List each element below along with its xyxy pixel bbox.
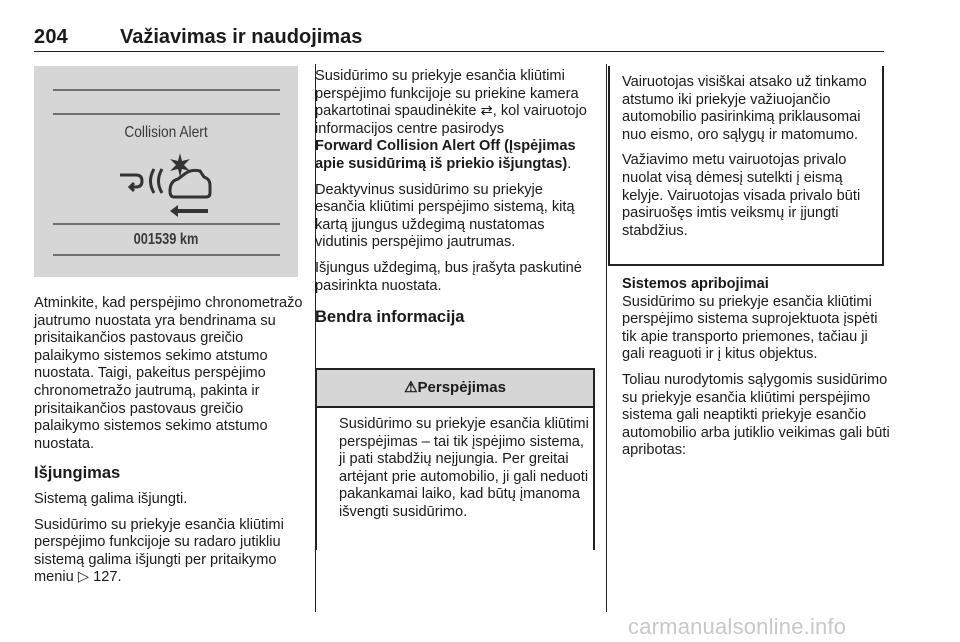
col1-p3-text: Susidūrimo su priekyje esančia kliūtimi perspėjimo funkcijoje su radaro jutikliu sistemą galima išjungti per pritaikymo meniu [34,516,284,586]
col3-heading: Sistemos apribojimai [622,276,769,292]
steering-button-icon: ⇄ [480,103,493,120]
collision-alert-figure [34,66,298,277]
column-divider-2 [606,64,607,612]
warning-title: Perspėjimas [417,379,506,396]
page-ref-arrow-icon: ▷ [77,569,90,586]
watermark: carmanualsonline.info [628,614,847,639]
note-paragraph-1: Vairuotojas visiškai atsako už tinkamo atstumo iki priekyje važiuojančio automobilio pasirinkimą priklausomai nuo eismo, oro sąlygų ir matomumo. [622,74,867,143]
header-divider [34,51,884,52]
col1-paragraph-1: Atminkite, kad perspėjimo chronometražo jautrumo nuostata yra bendrinama su prisitaikančios pastovaus greičio palaikymo sistemos sekimo atstumo nuostata. Taigi, pakeitus perspėjimo chronometražo jautrumą, pakinta ir prisitaikančios pastovaus greičio palaikymo sistemos sekimo atstumo nuostata. [34,295,303,452]
figure-line-top [53,89,280,91]
col1-heading: Išjungimas [34,464,121,483]
column-3 [622,276,890,468]
col2-paragraph-3: Išjungus uždegimą, bus įrašyta paskutinė pasirinkta nuostata. [315,259,582,294]
col2-heading: Bendra informacija [315,308,465,327]
page-number: 204 [34,26,68,48]
collision-alert-icon [112,151,222,223]
warning-triangle-icon: ⚠ [404,379,418,396]
col1-p3-ref[interactable]: 127. [93,569,122,586]
col2-p1-mid: , kol vairuotojo informacijos centre pasirodys [315,103,587,137]
col2-p1-bold: Forward Collision Alert Off (Įspėjimas apie susidūrimą iš priekio išjungtas) [315,138,576,172]
col3-paragraph-2: Toliau nurodytomis sąlygomis susidūrimo su priekyje esančia kliūtimi perspėjimo sistema gali neaptikti priekyje esančio automobilio arba jutiklio veikimas gali būti apribotas: [622,371,890,459]
col3-paragraph-1: Susidūrimo su priekyje esančia kliūtimi perspėjimo sistema suprojektuota įspėti tik apie transporto priemones, tačiau ji gali reaguoti ir į kitus objektus. [622,293,878,363]
col2-paragraph-2: Deaktyvinus susidūrimo su priekyje esančia kliūtimi perspėjimo sistemą, kitą kartą įjungus uždegimą nustatomas vidutinis perspėjimo jautrumas. [315,181,575,251]
note-body [622,74,882,248]
col2-paragraph-1 [315,68,595,174]
warning-box [315,368,595,550]
column-1 [34,295,306,595]
note-paragraph-2: Važiavimo metu vairuotojas privalo nuolat visą dėmesį sutelkti į eismą kelyje. Vairuotojas visada privalo būti pasiruošęs imtis veiksmų ir įjungti stabdžius. [622,152,861,239]
col1-paragraph-3 [34,517,306,587]
figure-line-lower [53,223,280,225]
col1-paragraph-2: Sistemą galima išjungti. [34,490,188,507]
figure-display-title: Collision Alert [124,124,208,141]
warning-header [317,368,593,408]
page-header [34,26,884,52]
page-title: Važiavimas ir naudojimas [120,26,363,48]
col2-p1-end: . [567,155,572,172]
col2-p1-start: Susidūrimo su priekyje esančia kliūtimi perspėjimo funkcijoje su priekine kamera pakartotinai spaudinėkite [315,68,579,120]
figure-line-bottom [53,254,280,256]
note-box [608,66,884,266]
figure-odometer: 001539 km [133,231,199,248]
column-2 [315,68,595,327]
warning-text: Susidūrimo su priekyje esančia kliūtimi perspėjimas – tai tik įspėjimo sistema, ji pati stabdžių neįjungia. Per greitai artėjant prie automobilio, ji gali neduoti pakankamai laiko, kad būtų įmanoma išvengti susidūrimo. [339,416,589,520]
figure-line-upper [53,113,280,115]
